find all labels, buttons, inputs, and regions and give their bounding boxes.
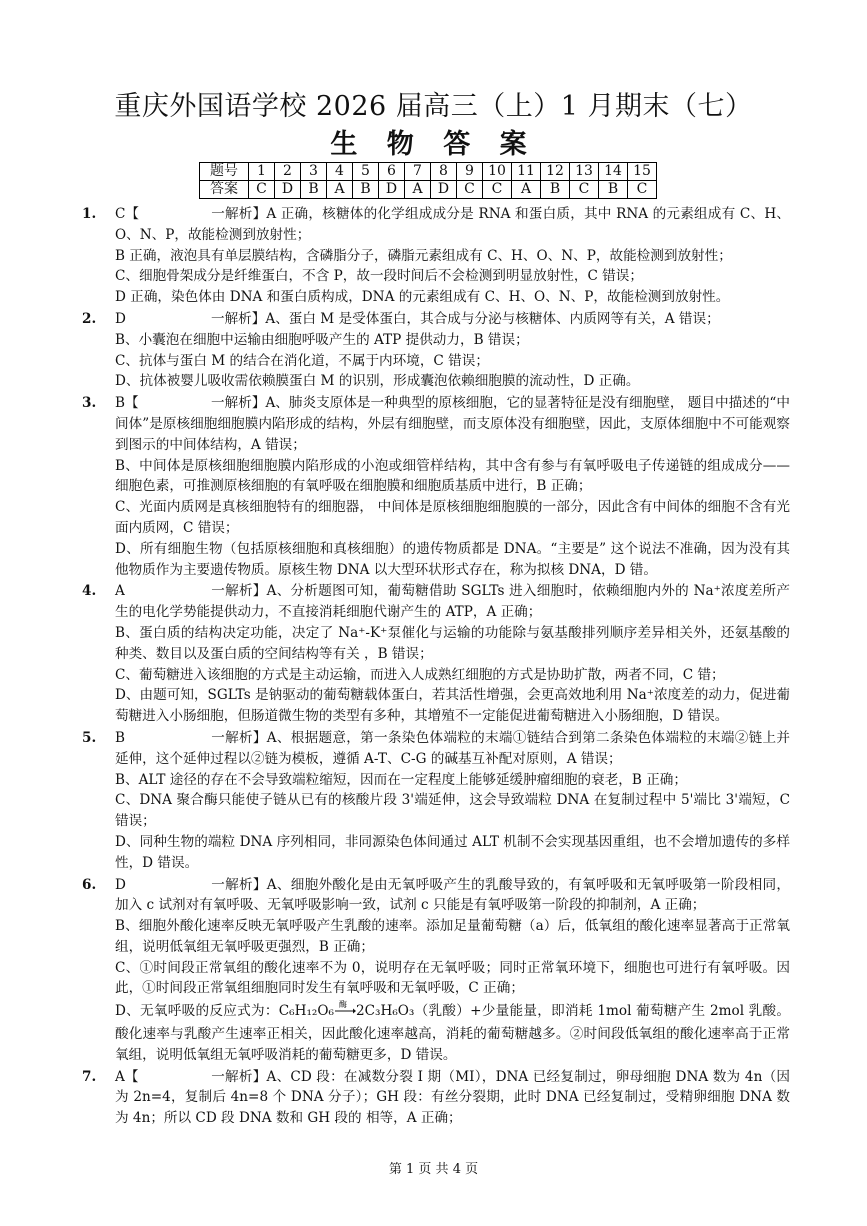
question-number: 3.	[82, 395, 97, 412]
explanations	[82, 204, 790, 1130]
explanation-line: C、DNA 聚合酶只能使子链从已有的核酸片段 3'端延伸，这会导致端粒 DNA 在复制过程中 5'端比 3'端短，C 错误；	[115, 792, 790, 830]
explanation-line: D、由题可知，SGLTs 是钠驱动的葡萄糖载体蛋白，若其活性增强，会更高效地利用 Na⁺浓度差的动力，促进葡萄糖进入小肠细胞，但肠道微生物的类型有多种，其增殖不一定能促进葡萄糖进入小肠细胞，D 错误。	[115, 687, 790, 725]
explanation-line: B、蛋白质的结构决定功能，决定了 Na⁺-K⁺泵催化与运输的功能除与氨基酸排列顺序差异相关外，还氨基酸的种类、数目以及蛋白质的空间结构等有关 ，B 错误；	[115, 624, 790, 662]
answer-table-header-label: 题号	[200, 163, 249, 181]
question-number: 1.	[82, 206, 97, 222]
question-number-cell: 8	[431, 163, 457, 181]
question-answer: A【	[115, 1068, 139, 1085]
answer-cell: B	[353, 181, 379, 199]
question-number: 2.	[82, 310, 97, 327]
answer-cell: D	[431, 181, 457, 199]
question-number-cell: 13	[570, 163, 599, 181]
question-number-cell: 7	[405, 163, 431, 181]
explanation-line: B、ALT 途径的存在不会导致端粒缩短，因而在一定程度上能够延缓肿瘤细胞的衰老，B 正确；	[115, 771, 687, 788]
reaction-arrow-icon	[334, 999, 356, 1017]
question-explanation	[82, 875, 790, 1066]
reaction-arrow	[334, 999, 356, 1024]
page-footer: 第 1 页 共 4 页	[388, 1162, 479, 1177]
explanation-text: 一解析】A、根据题意，第一条染色体端粒的末端①链结合到第二条染色体端粒的末端②链上并延伸，这个延伸过程以②链为模板，遵循 A-T、C-G 的碱基互补配对原则，A 错误；	[115, 729, 790, 767]
answer-cell: C	[457, 181, 483, 199]
question-number: 4.	[82, 583, 97, 600]
answer-cell: A	[327, 181, 353, 199]
question-explanation	[82, 728, 790, 874]
question-number-cell: 5	[353, 163, 379, 181]
question-number-cell: 3	[301, 163, 327, 181]
explanation-line: C、光面内质网是真核细胞特有的细胞器， 中间体是原核细胞细胞膜的一部分，因此含有中间体的细胞不含有光面内质网，C 错误；	[115, 499, 790, 536]
answer-cell: D	[275, 181, 301, 199]
question-number-cell: 2	[275, 163, 301, 181]
question-number-cell: 4	[327, 163, 353, 181]
equation-suffix: 2C₃H₆O₃（乳酸）+少量能量，即消耗 1mol 葡萄糖产生 2mol 乳酸。酸化速率与乳酸产生速率正相关，因此酸化速率越高，消耗的葡萄糖越多。②时间段低氧组的酸化速率高于正常氧组，说明低氧组无氧呼吸消耗的葡萄糖更多，D 错误。	[115, 1003, 790, 1063]
answer-table	[199, 162, 657, 199]
explanation-line	[115, 875, 790, 917]
explanation-line	[115, 1067, 790, 1129]
question-explanation	[82, 309, 790, 392]
page-title: 重庆外国语学校 2026 届高三（上）1 月期末（七）	[114, 91, 753, 122]
question-number-cell: 1	[249, 163, 275, 181]
page-subtitle: 生 物 答 案	[330, 129, 537, 160]
question-number: 5.	[82, 729, 97, 746]
answer-cell: C	[628, 181, 657, 199]
explanation-line: C、①时间段正常氧组的酸化速率不为 0，说明存在无氧呼吸；同时正常氧环境下，细胞也可进行有氧呼吸。因此，①时间段正常氧组细胞同时发生有氧呼吸和无氧呼吸，C 正确；	[115, 959, 790, 997]
explanation-line	[115, 728, 790, 770]
question-answer: D	[115, 310, 126, 327]
explanation-line	[115, 393, 790, 455]
question-number-cell: 15	[628, 163, 657, 181]
explanation-line: D、抗体被婴儿吸收需依赖膜蛋白 M 的识别，形成囊泡依赖细胞膜的流动性，D 正确。	[115, 373, 640, 390]
answer-cell: C	[249, 181, 275, 199]
explanation-line: B、细胞外酸化速率反映无氧呼吸产生乳酸的速率。添加足量葡萄糖（a）后，低氧组的酸化速率显著高于正常氧组，说明低氧组无氧呼吸更强烈，B 正确；	[115, 918, 790, 955]
explanation-line: B 正确，液泡具有单层膜结构，含磷脂分子，磷脂元素组成有 C、H、O、N、P，故能检测到放射性；	[115, 247, 732, 264]
explanation-line: C、细胞骨架成分是纤维蛋白，不含 P，故一段时间后不会检测到明显放射性，C 错误；	[115, 268, 643, 285]
explanation-line: C、抗体与蛋白 M 的结合在消化道，不属于内环境，C 错误；	[115, 352, 489, 369]
question-answer: A	[115, 583, 125, 600]
explanation-line: B、小囊泡在细胞中运输由细胞呼吸产生的 ATP 提供动力，B 错误；	[115, 331, 529, 348]
equation-prefix: D、无氧呼吸的反应式为：C₆H₁₂O₆	[115, 1003, 334, 1020]
explanation-text: 一解析】A、肺炎支原体是一种典型的原核细胞，它的显著特征是没有细胞壁， 题目中描述的“中间体”是原核细胞细胞膜内陷形成的结构，外层有细胞壁，而支原体没有细胞壁，因此，支原体细胞中不可能观察到图示的中间体结构，A 错误；	[115, 395, 790, 453]
question-number-cell: 12	[541, 163, 570, 181]
explanation-text: 一解析】A、蛋白 M 是受体蛋白，其合成与分泌与核糖体、内质网等有关，A 错误；	[211, 310, 720, 327]
answer-cell: B	[301, 181, 327, 199]
explanation-line	[115, 204, 790, 246]
explanation-line: B、中间体是原核细胞细胞膜内陷形成的小泡或细管样结构，其中含有参与有氧呼吸电子传递链的组成成分——细胞色素，可推测原核细胞的有氧呼吸在细胞膜和细胞质基质中进行，B 正确；	[115, 457, 790, 495]
question-explanation	[82, 204, 790, 308]
question-explanation	[82, 581, 790, 727]
explanation-line: C、葡萄糖进入该细胞的方式是主动运输，而进入人成熟红细胞的方式是协助扩散，两者不同，C 错；	[115, 666, 725, 683]
answer-cell: C	[570, 181, 599, 199]
explanation-line: D 正确，染色体由 DNA 和蛋白质构成，DNA 的元素组成有 C、H、O、N、P，故能检测到放射性。	[115, 289, 730, 306]
explanation-line	[115, 581, 790, 623]
question-answer: B	[115, 729, 125, 746]
enzyme-label: 酶	[338, 1000, 347, 1010]
answer-cell: B	[541, 181, 570, 199]
question-number-cell: 10	[483, 163, 512, 181]
explanation-line: D、同种生物的端粒 DNA 序列相同，非同源染色体间通过 ALT 机制不会实现基因重组，也不会增加遗传的多样性，D 错误。	[115, 833, 790, 871]
answer-cell: D	[379, 181, 405, 199]
answer-cell: A	[405, 181, 431, 199]
explanation-text: 一解析】A、细胞外酸化是由无氧呼吸产生的乳酸导致的，有氧呼吸和无氧呼吸第一阶段相同，加入 c 试剂对有氧呼吸、无氧呼吸影响一致，试剂 c 只能是有氧呼吸第一阶段的抑制剂，A 正确；	[115, 876, 790, 914]
explanation-text: 一解析】A、CD 段：在减数分裂 I 期（MI），DNA 已经复制过，卵母细胞 DNA 数为 4n（因为 2n=4，复制后 4n=8 个 DNA 分子）；GH 段：有丝分裂期，此时 DNA 已经复制过，受精卵细胞 DNA 数为 4n；所以 CD 段 DNA 数和 GH 段的 相等，A 正确；	[115, 1068, 790, 1127]
question-number-cell: 9	[457, 163, 483, 181]
explanation-text: 一解析】A 正确，核糖体的化学组成成分是 RNA 和蛋白质，其中 RNA 的元素组成有 C、H、O、N、P，故能检测到放射性；	[115, 206, 790, 243]
question-explanation	[82, 393, 790, 580]
explanation-text: 一解析】A、分析题图可知，葡萄糖借助 SGLTs 进入细胞时，依赖细胞内外的 Na⁺浓度差所产生的电化学势能提供动力，不直接消耗细胞代谢产生的 ATP，A 正确；	[115, 583, 790, 621]
answer-table-answer-label: 答案	[200, 181, 249, 199]
question-answer: D	[115, 876, 126, 893]
question-answer: C【	[115, 206, 139, 222]
question-number-cell: 14	[599, 163, 628, 181]
question-number: 6.	[82, 876, 97, 893]
explanation-line-equation	[115, 999, 790, 1065]
question-number-cell: 11	[512, 163, 541, 181]
question-answer: B【	[115, 395, 139, 412]
question-number-cell: 6	[379, 163, 405, 181]
answer-cell: A	[512, 181, 541, 199]
explanation-line	[115, 309, 790, 330]
answer-cell: C	[483, 181, 512, 199]
answer-table-answer-row	[200, 181, 657, 199]
question-number: 7.	[82, 1068, 97, 1085]
explanation-line: D、所有细胞生物（包括原核细胞和真核细胞）的遗传物质都是 DNA。“主要是” 这个说法不准确，因为没有其他物质作为主要遗传物质。原核生物 DNA 以大型环状形式存在，称为拟核 DNA，D 错。	[115, 540, 790, 578]
answer-cell: B	[599, 181, 628, 199]
question-explanation	[82, 1067, 790, 1129]
answer-table-number-row	[200, 163, 657, 181]
